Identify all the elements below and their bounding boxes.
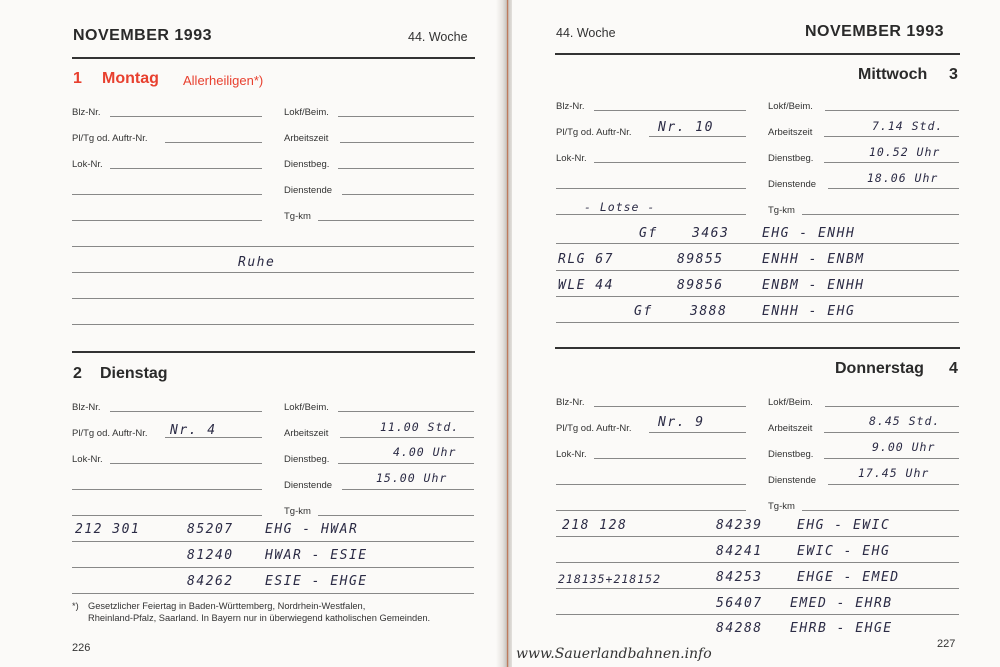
dienstbeg-line bbox=[824, 162, 959, 163]
dienstbeg-line bbox=[338, 463, 474, 464]
trip-line bbox=[556, 614, 959, 615]
note-line bbox=[72, 246, 474, 247]
tgkm-line bbox=[318, 220, 474, 221]
dienstende-label: Dienstende bbox=[284, 480, 333, 491]
right-page-number: 227 bbox=[937, 638, 956, 650]
trip-train: 81240 bbox=[187, 548, 234, 563]
dienstende-line bbox=[828, 188, 959, 189]
header-rule bbox=[555, 53, 960, 55]
trip-train: 84241 bbox=[716, 544, 763, 559]
lok-label: Lok-Nr. bbox=[72, 159, 103, 170]
tgkm-line bbox=[802, 510, 959, 511]
trip-route: EWIC - EHG bbox=[797, 544, 891, 559]
note-line bbox=[72, 272, 474, 273]
trip-line bbox=[556, 588, 959, 589]
trip-route: ENHH - ENBM bbox=[762, 252, 865, 267]
dienstende-line bbox=[828, 484, 959, 485]
lok-label: Lok-Nr. bbox=[556, 153, 587, 164]
lokf-line bbox=[338, 116, 474, 117]
dienstbeg-label: Dienstbeg. bbox=[768, 449, 814, 460]
blz-label: Blz-Nr. bbox=[556, 101, 585, 112]
day-name: Montag bbox=[102, 70, 159, 87]
pltg-value: Nr. 10 bbox=[658, 120, 714, 135]
dienstbeg-label: Dienstbeg. bbox=[284, 454, 330, 465]
footnote-line2: Rheinland-Pfalz, Saarland. In Bayern nur in überwiegend katholischen Gemeinden. bbox=[88, 613, 431, 623]
dienstbeg-label: Dienstbeg. bbox=[768, 153, 814, 164]
dienstbeg-label: Dienstbeg. bbox=[284, 159, 330, 170]
blank-line bbox=[72, 515, 262, 516]
trip-train: 89855 bbox=[677, 252, 724, 267]
dienstbeg-value: 4.00 Uhr bbox=[393, 445, 457, 459]
lok-line bbox=[594, 458, 746, 459]
arbeitszeit-value: 7.14 Std. bbox=[872, 119, 944, 133]
blz-label: Blz-Nr. bbox=[72, 107, 101, 118]
pltg-value: Nr. 9 bbox=[658, 415, 705, 430]
trip-line bbox=[72, 593, 474, 594]
trip-train: 84253 bbox=[716, 570, 763, 585]
note-line bbox=[72, 324, 474, 325]
lokf-label: Lokf/Beim. bbox=[768, 397, 813, 408]
trip-route: EMED - EHRB bbox=[790, 596, 893, 611]
dienstende-line bbox=[342, 194, 474, 195]
pltg-label: Pl/Tg od. Auftr-Nr. bbox=[556, 127, 632, 138]
day-number: 2 bbox=[73, 365, 82, 382]
day-number: 4 bbox=[949, 360, 958, 377]
trip-loco: RLG 67 bbox=[558, 252, 614, 267]
lokf-label: Lokf/Beim. bbox=[768, 101, 813, 112]
trip-route: ENBM - ENHH bbox=[762, 278, 865, 293]
trip-route: ESIE - EHGE bbox=[265, 574, 368, 589]
trip-line bbox=[556, 243, 959, 244]
arbeitszeit-label: Arbeitszeit bbox=[284, 428, 329, 439]
lotse-note: - Lotse - bbox=[584, 200, 656, 214]
blank-line bbox=[72, 194, 262, 195]
dienstende-label: Dienstende bbox=[768, 475, 817, 486]
trip-route: EHG - EWIC bbox=[797, 518, 891, 533]
day-separator bbox=[555, 347, 960, 349]
day-number: 1 bbox=[73, 70, 82, 87]
lok-line bbox=[594, 162, 746, 163]
holiday-label: Allerheiligen*) bbox=[183, 73, 264, 88]
ruhe-note: Ruhe bbox=[238, 255, 276, 270]
trip-train: 3463 bbox=[692, 226, 730, 241]
note-line bbox=[72, 298, 474, 299]
dienstende-value: 17.45 Uhr bbox=[858, 466, 930, 480]
lokf-line bbox=[825, 110, 959, 111]
trip-line bbox=[556, 296, 959, 297]
trip-loco: Gf bbox=[639, 226, 658, 241]
blank-line bbox=[556, 214, 746, 215]
header-rule bbox=[72, 57, 475, 59]
day-name: Donnerstag bbox=[835, 360, 924, 377]
watermark: www.Sauerlandbahnen.info bbox=[516, 646, 712, 662]
arbeitszeit-label: Arbeitszeit bbox=[284, 133, 329, 144]
dienstende-line bbox=[342, 489, 474, 490]
blz-line bbox=[110, 411, 262, 412]
blz-label: Blz-Nr. bbox=[72, 402, 101, 413]
arbeitszeit-line bbox=[824, 136, 959, 137]
blz-line bbox=[594, 406, 746, 407]
day-name: Dienstag bbox=[100, 365, 168, 382]
day-name: Mittwoch bbox=[858, 66, 928, 83]
blz-label: Blz-Nr. bbox=[556, 397, 585, 408]
blank-line bbox=[556, 510, 746, 511]
lokf-label: Lokf/Beim. bbox=[284, 402, 329, 413]
trip-route: EHG - ENHH bbox=[762, 226, 856, 241]
trip-train: 56407 bbox=[716, 596, 763, 611]
trip-train: 84288 bbox=[716, 621, 763, 636]
blz-line bbox=[110, 116, 262, 117]
trip-loco: WLE 44 bbox=[558, 278, 614, 293]
dienstbeg-line bbox=[338, 168, 474, 169]
trip-train: 84262 bbox=[187, 574, 234, 589]
blank-line bbox=[556, 484, 746, 485]
trip-line bbox=[72, 541, 474, 542]
tgkm-line bbox=[802, 214, 959, 215]
arbeitszeit-value: 11.00 Std. bbox=[380, 420, 460, 434]
dienstende-value: 15.00 Uhr bbox=[376, 471, 448, 485]
lokf-line bbox=[338, 411, 474, 412]
trip-route: EHGE - EMED bbox=[797, 570, 900, 585]
lok-line bbox=[110, 463, 262, 464]
trip-line bbox=[556, 270, 959, 271]
right-page bbox=[512, 0, 1000, 667]
arbeitszeit-value: 8.45 Std. bbox=[869, 414, 941, 428]
day-separator bbox=[72, 351, 475, 353]
pltg-value: Nr. 4 bbox=[170, 423, 217, 438]
lok-label: Lok-Nr. bbox=[556, 449, 587, 460]
trip-train: 89856 bbox=[677, 278, 724, 293]
blank-line bbox=[556, 188, 746, 189]
dienstende-label: Dienstende bbox=[768, 179, 817, 190]
dienstende-label: Dienstende bbox=[284, 185, 333, 196]
arbeitszeit-label: Arbeitszeit bbox=[768, 423, 813, 434]
tgkm-label: Tg-km bbox=[284, 211, 311, 222]
day-number: 3 bbox=[949, 66, 958, 83]
trip-line bbox=[556, 536, 959, 537]
blank-line bbox=[72, 220, 262, 221]
trip-train: 84239 bbox=[716, 518, 763, 533]
dienstbeg-value: 9.00 Uhr bbox=[872, 440, 936, 454]
arbeitszeit-line bbox=[340, 142, 474, 143]
trip-route: ENHH - EHG bbox=[762, 304, 856, 319]
arbeitszeit-line bbox=[824, 432, 959, 433]
footnote-line1: Gesetzlicher Feiertag in Baden-Württemberg, Nordrhein-Westfalen, bbox=[88, 601, 366, 611]
pltg-label: Pl/Tg od. Auftr-Nr. bbox=[72, 428, 148, 439]
pltg-label: Pl/Tg od. Auftr-Nr. bbox=[72, 133, 148, 144]
left-month-title: NOVEMBER 1993 bbox=[73, 27, 212, 44]
trip-loco: Gf bbox=[634, 304, 653, 319]
trip-train: 3888 bbox=[690, 304, 728, 319]
trip-loco: 212 301 bbox=[75, 522, 141, 537]
tgkm-label: Tg-km bbox=[284, 506, 311, 517]
right-month-title: NOVEMBER 1993 bbox=[805, 23, 944, 40]
dienstbeg-value: 10.52 Uhr bbox=[869, 145, 941, 159]
trip-route: EHRB - EHGE bbox=[790, 621, 893, 636]
pltg-line bbox=[165, 142, 262, 143]
trip-train: 85207 bbox=[187, 522, 234, 537]
dienstende-value: 18.06 Uhr bbox=[867, 171, 939, 185]
trip-line bbox=[556, 322, 959, 323]
trip-loco: 218135+218152 bbox=[558, 572, 662, 586]
trip-route: HWAR - ESIE bbox=[265, 548, 368, 563]
pltg-label: Pl/Tg od. Auftr-Nr. bbox=[556, 423, 632, 434]
tgkm-line bbox=[318, 515, 474, 516]
arbeitszeit-line bbox=[340, 437, 474, 438]
right-week-label: 44. Woche bbox=[556, 26, 616, 40]
lokf-label: Lokf/Beim. bbox=[284, 107, 329, 118]
trip-route: EHG - HWAR bbox=[265, 522, 359, 537]
lokf-line bbox=[825, 406, 959, 407]
left-week-label: 44. Woche bbox=[408, 30, 468, 44]
left-page-number: 226 bbox=[72, 642, 91, 654]
trip-loco: 218 128 bbox=[562, 518, 628, 533]
pltg-line bbox=[649, 432, 746, 433]
trip-line bbox=[556, 562, 959, 563]
lok-label: Lok-Nr. bbox=[72, 454, 103, 465]
arbeitszeit-label: Arbeitszeit bbox=[768, 127, 813, 138]
footnote-marker: *) bbox=[72, 601, 79, 611]
pltg-line bbox=[649, 136, 746, 137]
trip-line bbox=[72, 567, 474, 568]
lok-line bbox=[110, 168, 262, 169]
dienstbeg-line bbox=[824, 458, 959, 459]
blz-line bbox=[594, 110, 746, 111]
tgkm-label: Tg-km bbox=[768, 501, 795, 512]
tgkm-label: Tg-km bbox=[768, 205, 795, 216]
blank-line bbox=[72, 489, 262, 490]
